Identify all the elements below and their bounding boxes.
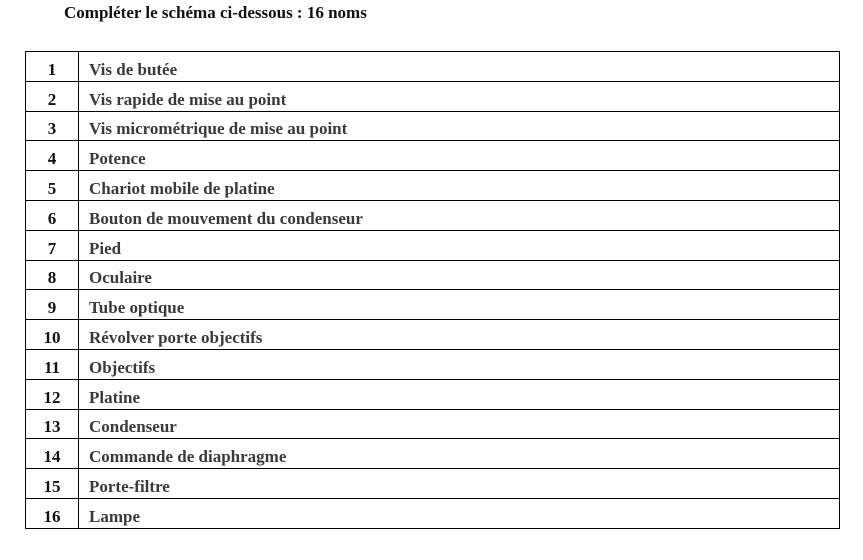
row-number: 7 [26, 230, 79, 260]
row-number: 15 [26, 469, 79, 499]
row-number: 1 [26, 52, 79, 82]
row-label: Tube optique [79, 290, 840, 320]
row-number: 10 [26, 320, 79, 350]
table-row [26, 498, 840, 528]
table-row [26, 349, 840, 379]
row-label: Objectifs [79, 349, 840, 379]
table-row [26, 379, 840, 409]
row-label: Vis micrométrique de mise au point [79, 111, 840, 141]
legend-table-body [26, 52, 840, 529]
table-row [26, 230, 840, 260]
table-row [26, 171, 840, 201]
row-label: Commande de diaphragme [79, 439, 840, 469]
row-number: 11 [26, 349, 79, 379]
table-row [26, 409, 840, 439]
row-number: 16 [26, 498, 79, 528]
row-label: Vis rapide de mise au point [79, 81, 840, 111]
table-row [26, 469, 840, 499]
row-label: Potence [79, 141, 840, 171]
table-row [26, 111, 840, 141]
row-label: Lampe [79, 498, 840, 528]
table-row [26, 290, 840, 320]
row-label: Chariot mobile de platine [79, 171, 840, 201]
row-label: Oculaire [79, 260, 840, 290]
page-title: Compléter le schéma ci-dessous : 16 noms [64, 3, 367, 22]
row-label: Vis de butée [79, 52, 840, 82]
row-number: 14 [26, 439, 79, 469]
row-label: Condenseur [79, 409, 840, 439]
table-row [26, 81, 840, 111]
row-number: 4 [26, 141, 79, 171]
row-label: Platine [79, 379, 840, 409]
row-number: 3 [26, 111, 79, 141]
table-row [26, 260, 840, 290]
row-label: Porte-filtre [79, 469, 840, 499]
row-number: 8 [26, 260, 79, 290]
row-number: 5 [26, 171, 79, 201]
row-label: Pied [79, 230, 840, 260]
row-number: 6 [26, 200, 79, 230]
legend-table [25, 51, 840, 529]
table-row [26, 52, 840, 82]
table-row [26, 439, 840, 469]
row-label: Révolver porte objectifs [79, 320, 840, 350]
row-number: 12 [26, 379, 79, 409]
row-number: 13 [26, 409, 79, 439]
row-number: 2 [26, 81, 79, 111]
row-number: 9 [26, 290, 79, 320]
table-row [26, 200, 840, 230]
row-label: Bouton de mouvement du condenseur [79, 200, 840, 230]
table-row [26, 320, 840, 350]
table-row [26, 141, 840, 171]
